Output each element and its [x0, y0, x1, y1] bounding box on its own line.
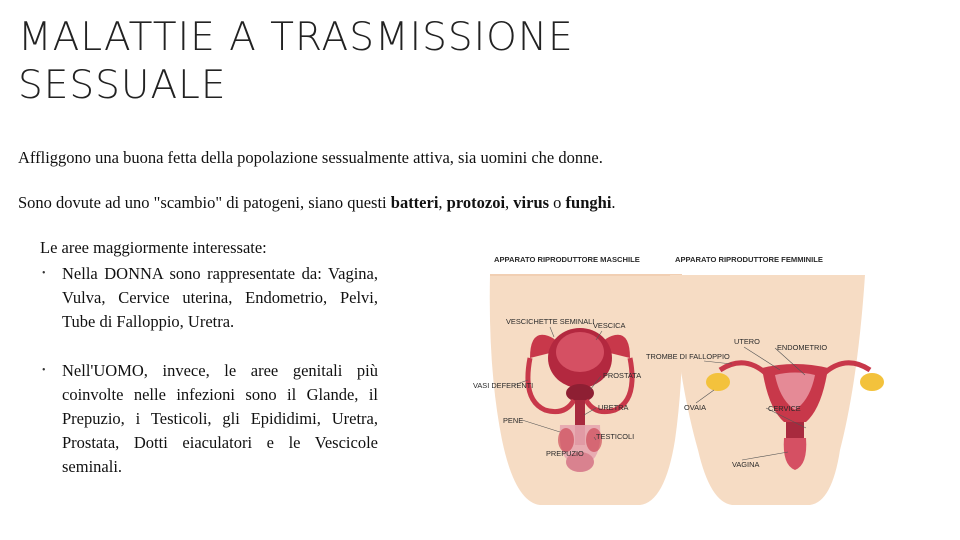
label-vescichette-seminali: VESCICHETTE SEMINALI — [506, 317, 595, 326]
label-prepuzio: PREPUZIO — [546, 449, 584, 458]
label-trombe-di-falloppio: TROMBE DI FALLOPPIO — [646, 352, 730, 361]
male-heading: APPARATO RIPRODUTTORE MASCHILE — [494, 255, 640, 264]
term-protozoi: protozoi — [446, 193, 506, 212]
term-virus: virus — [513, 193, 550, 212]
label-cervice: CERVICE — [768, 404, 801, 413]
list-item-donna: • Nella DONNA sono rappresentate da: Vagina, Vulva, Cervice uterina, Endometrio, Pelvi, Tube di Falloppio, Uretra. — [42, 262, 378, 335]
label-vasi-deferenti: VASI DEFERENTI — [473, 381, 534, 390]
label-testicoli: TESTICOLI — [596, 432, 635, 441]
label-endometrio: ENDOMETRIO — [777, 343, 828, 352]
term-funghi: funghi — [565, 193, 612, 212]
reproductive-system-diagram — [470, 240, 940, 505]
intro-paragraph: Affliggono una buona fetta della popolazione sessualmente attiva, sia uomini che donne. — [18, 148, 603, 167]
areas-intro: Le aree maggiormente interessate: — [40, 238, 267, 257]
list-item-uomo: • Nell'UOMO, invece, le aree genitali più coinvolte nelle infezioni sono il Glande, il Prepuzio, i Testicoli, gli Epididimi, Uretra, Prostata, Dotti eiaculatori e le Vescicole seminali. — [42, 359, 378, 480]
label-uretra-m: URETRA — [598, 403, 629, 412]
label-pene: PENE — [503, 416, 524, 425]
title-line-2: SESSUALE — [18, 63, 227, 108]
term-batteri: batteri — [390, 193, 439, 212]
page-title — [18, 14, 738, 110]
female-heading: APPARATO RIPRODUTTORE FEMMINILE — [675, 255, 823, 264]
areas-list — [42, 262, 378, 480]
label-vagina: VAGINA — [732, 460, 760, 469]
label-utero: UTERO — [734, 337, 760, 346]
label-ovaia: OVAIA — [684, 403, 707, 412]
pathogens-paragraph: Sono dovute ad uno "scambio" di patogeni, siano questi batteri, protozoi, virus o funghi. — [18, 193, 616, 212]
label-vescica: VESCICA — [593, 321, 626, 330]
title-line-1: MALATTIE A TRASMISSIONE — [18, 15, 574, 60]
label-prostata: PROSTATA — [603, 371, 642, 380]
